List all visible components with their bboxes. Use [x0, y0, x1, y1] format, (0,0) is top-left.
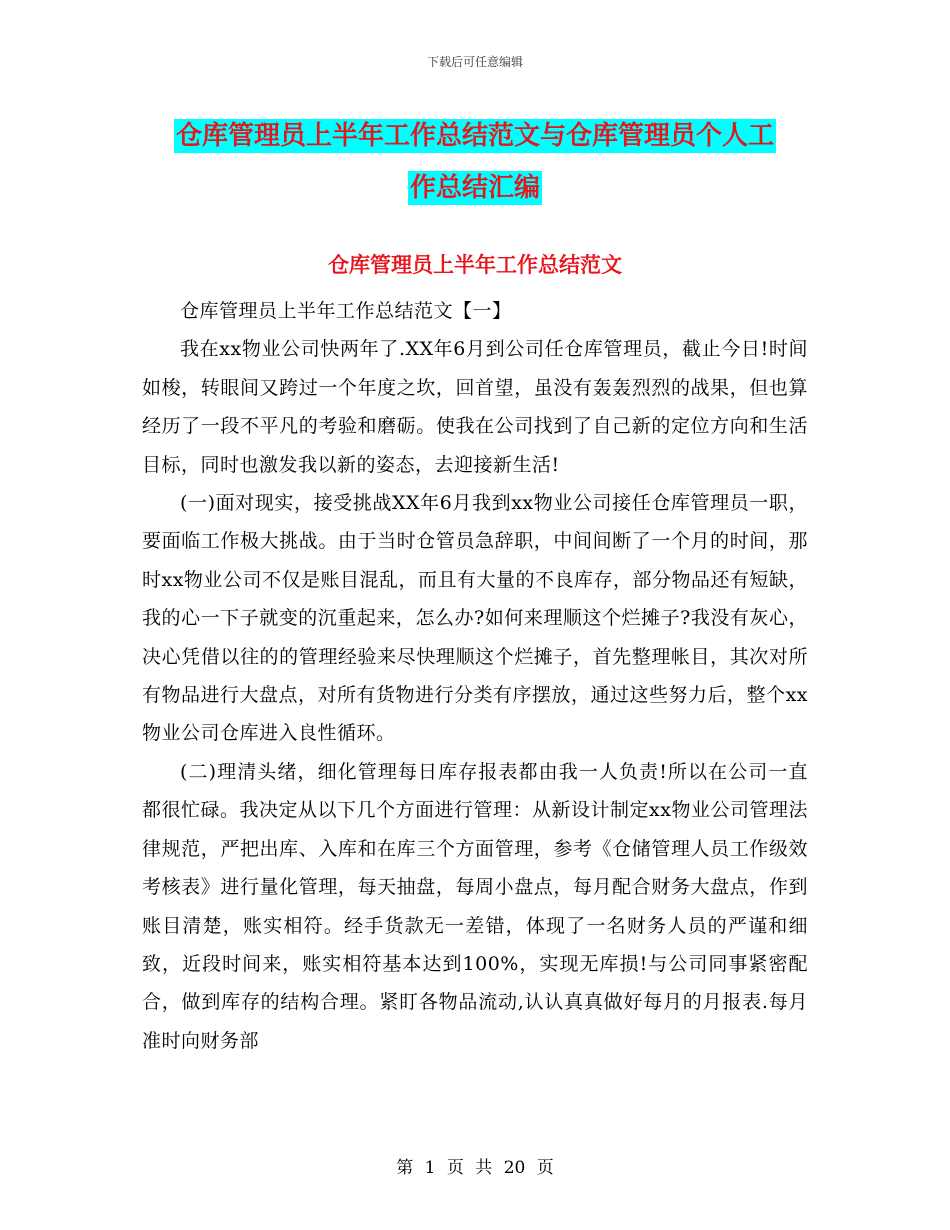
paragraph-section-one: (一)面对现实，接受挑战XX年6月我到xx物业公司接任仓库管理员一职，要面临工作极大挑战。由于当时仓管员急辞职，中间间断了一个月的时间，那时xx物业公司不仅是账目混乱，而且有大量的不良库存，部分物品还有短缺，我的心一下子就变的沉重起来，怎么办?如何来理顺这个烂摊子?我没有灰心，决心凭借以往的的管理经验来尽快理顺这个烂摊子，首先整理帐目，其次对所有物品进行大盘点，对所有货物进行分类有序摆放，通过这些努力后，整个xx物业公司仓库进入良性循环。 — [142, 492, 808, 745]
paragraph-subheading: 仓库管理员上半年工作总结范文【一】 — [180, 300, 512, 322]
document-title-line-2: 作总结汇编 — [409, 173, 540, 203]
header-note: 下载后可任意编辑 — [426, 55, 523, 69]
section-title: 仓库管理员上半年工作总结范文 — [328, 253, 622, 277]
body-text — [142, 292, 808, 1060]
paragraph-section-two: (二)理清头绪，细化管理每日库存报表都由我一人负责!所以在公司一直都很忙碌。我决定从以下几个方面进行管理：从新设计制定xx物业公司管理法律规范，严把出库、入库和在库三个方面管理，参考《仓储管理人员工作级效考核表》进行量化管理，每天抽盘，每周小盘点，每月配合财务大盘点，作到账目清楚，账实相符。经手货款无一差错，体现了一名财务人员的严谨和细致，近段时间来，账实相符基本达到100%，实现无库损!与公司同事紧密配合，做到库存的结构合理。紧盯各物品流动,认认真真做好每月的月报表.每月准时向财务部 — [142, 760, 808, 1052]
paragraph-intro: 我在xx物业公司快两年了.XX年6月到公司任仓库管理员，截止今日!时间如梭，转眼间又跨过一个年度之坎，回首望，虽没有轰轰烈烈的战果，但也算经历了一段不平凡的考验和磨砺。使我在公司找到了自己新的定位方向和生活目标，同时也激发我以新的姿态，去迎接新生活! — [142, 338, 808, 476]
page-footer: 第 1 页 共 20 页 — [396, 1158, 554, 1178]
document-title-line-1: 仓库管理员上半年工作总结范文与仓库管理员个人工 — [175, 121, 774, 151]
document-title — [140, 110, 810, 214]
